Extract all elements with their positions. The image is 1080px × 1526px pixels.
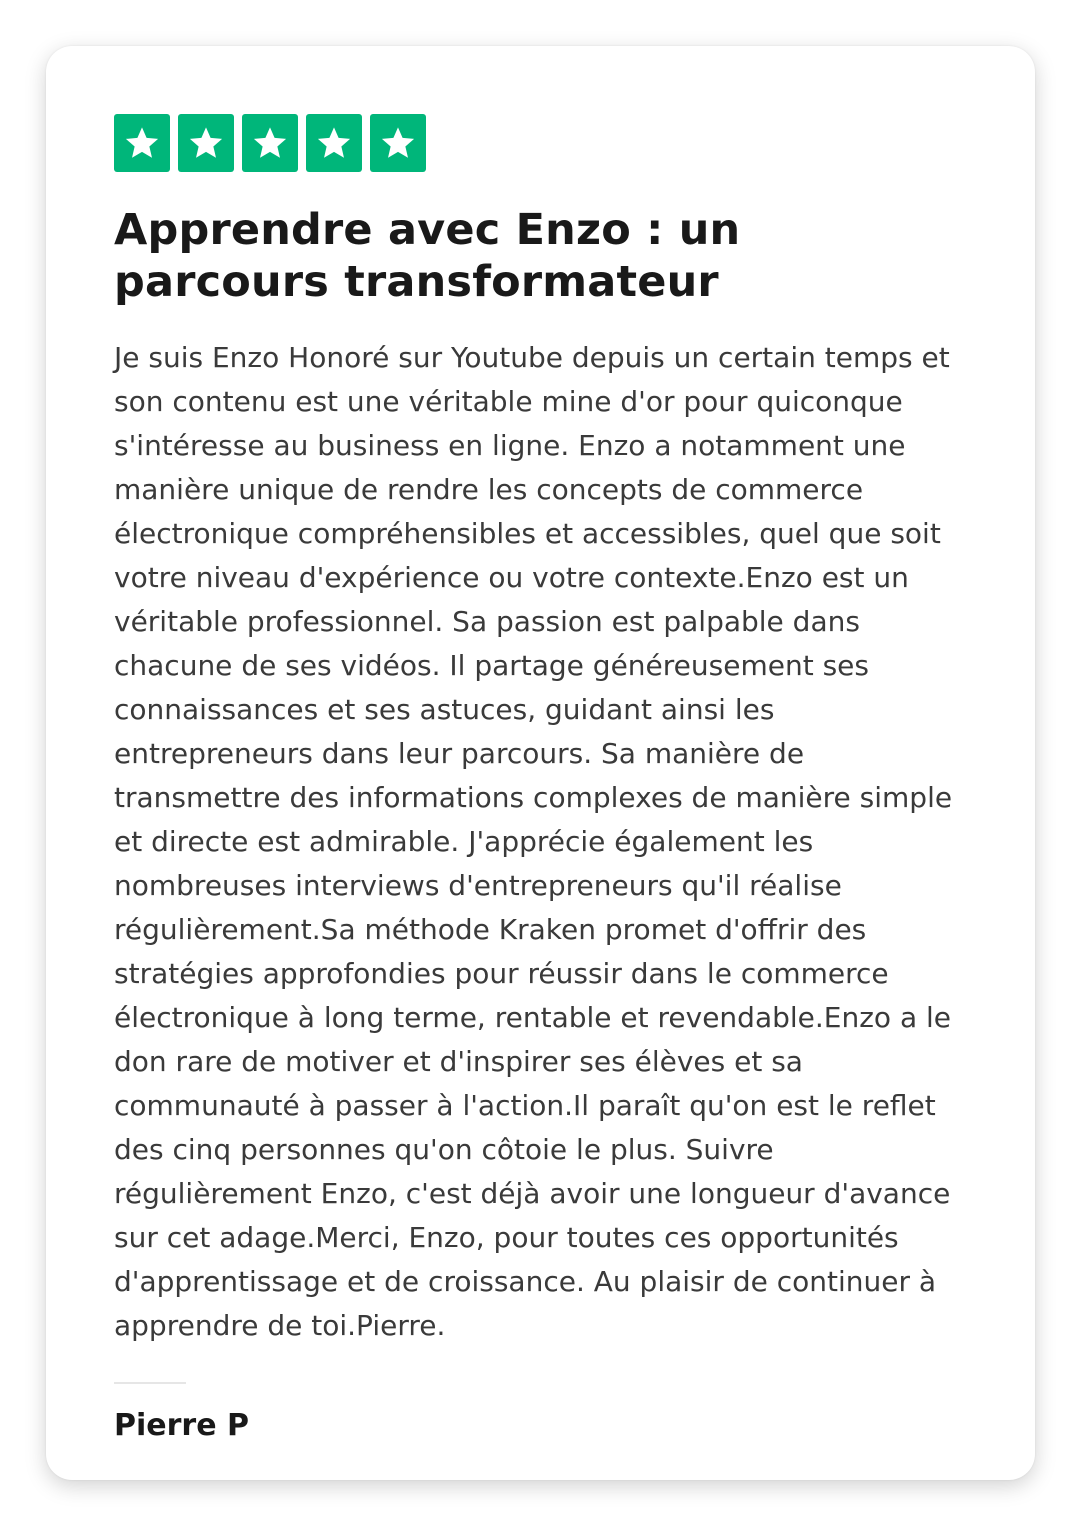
star-box: [178, 114, 234, 172]
star-icon: [250, 123, 290, 163]
star-box: [306, 114, 362, 172]
star-box: [114, 114, 170, 172]
review-body: Je suis Enzo Honoré sur Youtube depuis un certain temps et son contenu est une véritable mine d'or pour quiconque s'intéresse au business en ligne. Enzo a notamment une manière unique de rendre les concepts de commerce électronique compréhensibles et accessibles, quel que soit votre niveau d'expérience ou votre contexte.Enzo est un véritable professionnel. Sa passion est palpable dans chacune de ses vidéos. Il partage généreusement ses connaissances et ses astuces, guidant ainsi les entrepreneurs dans leur parcours. Sa manière de transmettre des informations complexes de manière simple et directe est admirable. J'apprécie également les nombreuses interviews d'entrepreneurs qu'il réalise régulièrement.Sa méthode Kraken promet d'offrir des stratégies approfondies pour réussir dans le commerce électronique à long terme, rentable et revendable.Enzo a le don rare de motiver et d'inspirer ses élèves et sa communauté à passer à l'action.Il paraît qu'on est le reflet des cinq personnes qu'on côtoie le plus. Suivre régulièrement Enzo, c'est déjà avoir une longueur d'avance sur cet adage.Merci, Enzo, pour toutes ces opportunités d'apprentissage et de croissance. Au plaisir de continuer à apprendre de toi.Pierre.: [114, 341, 953, 1342]
star-box: [370, 114, 426, 172]
star-icon: [186, 123, 226, 163]
review-author: Pierre P: [114, 1408, 249, 1443]
star-icon: [122, 123, 162, 163]
star-box: [242, 114, 298, 172]
star-rating: [114, 114, 967, 172]
review-title: Apprendre avec Enzo : un parcours transformateur: [114, 205, 741, 307]
review-card: [46, 46, 1035, 1480]
star-icon: [314, 123, 354, 163]
star-icon: [378, 123, 418, 163]
divider: [114, 1382, 186, 1384]
